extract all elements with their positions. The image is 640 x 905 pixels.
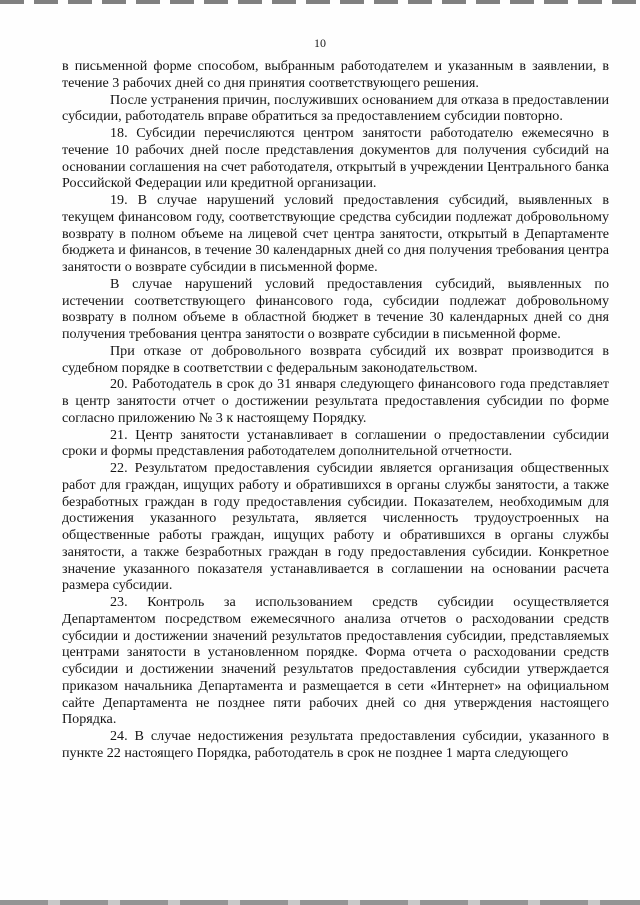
paragraph-item-19-court: При отказе от добровольного возврата субсидий их возврат производится в судебном порядке в соответствии с федеральным законодательством. (62, 342, 609, 376)
scan-edge-bottom (0, 900, 640, 905)
page-number: 10 (314, 36, 326, 50)
paragraph-item-20: 20. Работодатель в срок до 31 января следующего финансового года представляет в центр занятости отчет о достижении результата предоставления субсидии по форме согласно приложению № 3 к настоящему Порядку. (62, 376, 609, 426)
paragraph-item-19-next-year: В случае нарушений условий предоставления субсидий, выявленных по истечении соответствующего финансового года, субсидии подлежат добровольному возврату в полном объеме в областной бюджет в течение 30 календарных дней со дня получения требования центра занятости о возврате субсидии в письменной форме. (62, 275, 609, 342)
paragraph-continuation: в письменной форме способом, выбранным работодателем и указанным в заявлении, в течение 3 рабочих дней со дня принятия соответствующего решения. (62, 58, 609, 91)
paragraph-item-21: 21. Центр занятости устанавливает в соглашении о предоставлении субсидии сроки и формы представления работодателем дополнительной отчетности. (62, 426, 609, 460)
paragraph-item-19: 19. В случае нарушений условий предоставления субсидий, выявленных в текущем финансовом году, соответствующие средства субсидии подлежат добровольному возврату в полном объеме на лицевой счет центра занятости, открытый в Департаменте бюджета и финансов, в течение 30 календарных дней со дня получения требования центра занятости о возврате субсидии в письменной форме. (62, 192, 609, 275)
document-text (62, 58, 609, 762)
scan-edge-top (0, 0, 640, 4)
paragraph-item-22: 22. Результатом предоставления субсидии является организация общественных работ для граждан, ищущих работу и обратившихся в органы службы занятости, а также безработных граждан в году предоставления субсидии. Показателем, необходимым для достижения указанного результата, является численность трудоустроенных на общественные работы граждан, ищущих работу и обратившихся в органы службы занятости, а также безработных граждан в году предоставления субсидии. Конкретное значение указанного показателя устанавливается в соглашении на основании расчета размера субсидии. (62, 460, 609, 594)
paragraph-resubmission: После устранения причин, послуживших основанием для отказа в предоставлении субсидии, работодатель вправе обратиться за предоставлением субсидии повторно. (62, 91, 609, 125)
paragraph-item-24: 24. В случае недостижения результата предоставления субсидии, указанного в пункте 22 настоящего Порядка, работодатель в срок не позднее 1 марта следующего (62, 728, 609, 761)
paragraph-item-18: 18. Субсидии перечисляются центром занятости работодателю ежемесячно в течение 10 рабочих дней после представления документов для получения субсидий на основании соглашения на счет работодателя, открытый в учреждении Центрального банка Российской Федерации или кредитной организации. (62, 125, 609, 192)
paragraph-item-23: 23. Контроль за использованием средств субсидии осуществляется Департаментом посредством ежемесячного анализа отчетов о расходовании средств субсидии и достижении значений результатов предоставления субсидии, представляемых центрами занятости в установленном порядке. Форма отчета о расходовании средств субсидии и достижении значений результатов предоставления субсидии утверждается приказом начальника Департамента и размещается в сети «Интернет» на официальном сайте Департамента не позднее пяти рабочих дней со дня утверждения настоящего Порядка. (62, 594, 609, 728)
